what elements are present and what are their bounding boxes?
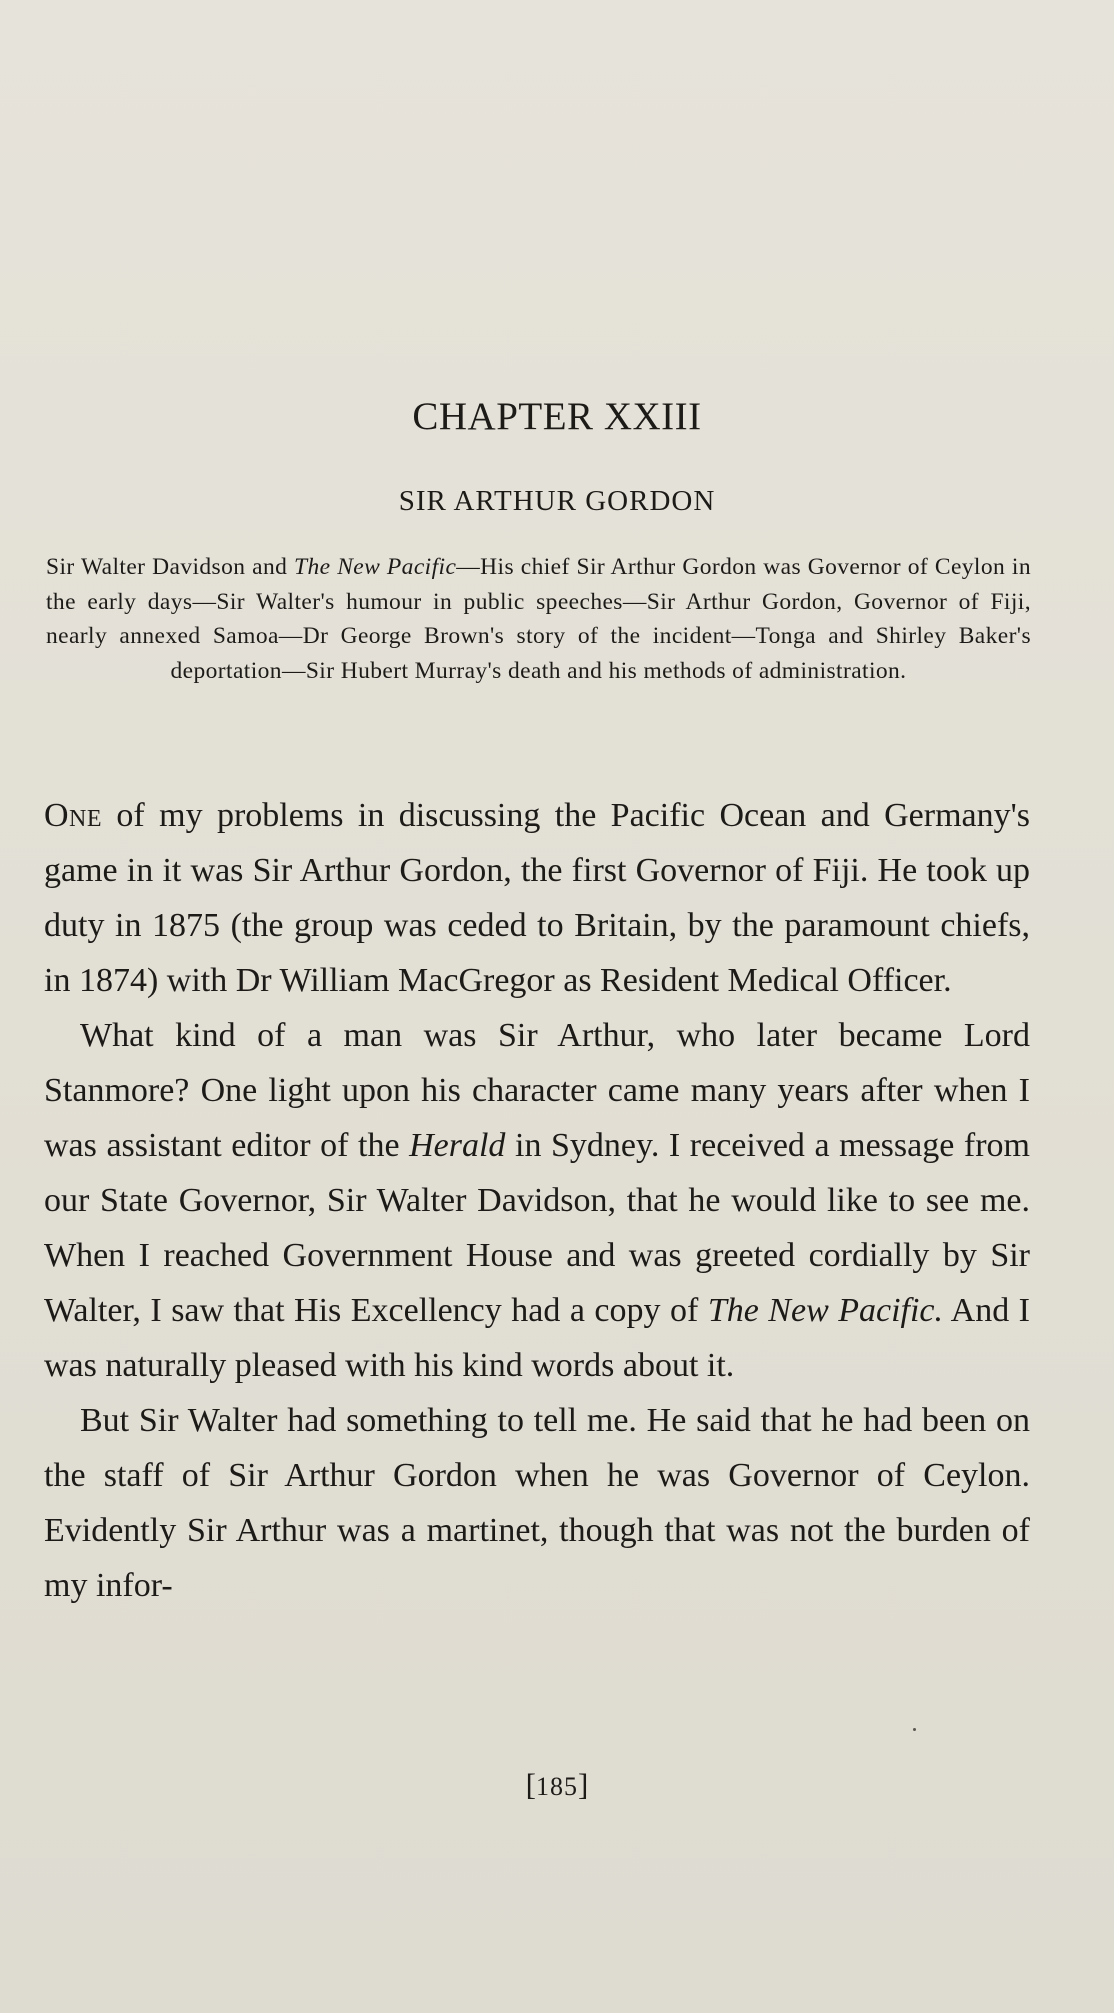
synopsis-text-start: Sir Walter Davidson and — [46, 554, 295, 580]
paragraph-text: But Sir Walter had something to tell me. He said that he had been on the staff of Sir Arthur Gordon when he was Governor of Ceylon. Evidently Sir Arthur was a martinet, though that was not the burden of my infor- — [44, 1402, 1030, 1604]
bracket-open: [ — [525, 1767, 536, 1802]
chapter-heading: CHAPTER XXIII — [412, 395, 702, 438]
chapter-title: SIR ARTHUR GORDON — [398, 485, 716, 517]
paragraph-text: of my problems in discussing the Pacific Ocean and Germany's game in it was Sir Arthur Gordon, the first Governor of Fiji. He took up duty in 1875 (the group was ceded to Britain, by the paramount chiefs, in 1874) with Dr William MacGregor as Resident Medical Officer. — [44, 797, 1030, 999]
synopsis-text-rest: —His chief Sir Arthur Gordon was Governor of Ceylon in the early days—Sir Walter's humour in public speeches—Sir Arthur Gordon, Governor of Fiji, nearly annexed Samoa—Dr George Brown's story of the incident—Tonga and Shirley Baker's deportation—Sir Hubert Murray's death and his methods of administration. — [46, 554, 1031, 684]
paragraph-text: And I was naturally pleased with his kind words about it. — [44, 1292, 1031, 1384]
paragraph — [44, 1008, 1030, 1393]
newspaper-title: Herald — [409, 1127, 506, 1164]
body-text — [44, 788, 1030, 1613]
opening-word: One — [44, 797, 103, 834]
book-title: The New Pacific. — [707, 1292, 944, 1329]
print-speck — [913, 1728, 916, 1731]
page-number-value: 185 — [536, 1772, 578, 1801]
page-number — [0, 1765, 1114, 1807]
bracket-close: ] — [578, 1767, 589, 1802]
chapter-synopsis — [46, 550, 1031, 688]
synopsis-book-title: The New Pacific — [294, 554, 457, 580]
paragraph — [44, 788, 1030, 1008]
paragraph — [44, 1393, 1030, 1613]
paragraph-text: What kind of a man was Sir Arthur, who later became Lord Stanmore? One light upon his character came many years after when I was assistant editor of the — [44, 1017, 1030, 1164]
paragraph-text: in Sydney. I received a message from our State Governor, Sir Walter Davidson, that he would like to see me. When I reached Government House and was greeted cordially by Sir Walter, I saw that His Excellency had a copy of — [44, 1127, 1030, 1329]
